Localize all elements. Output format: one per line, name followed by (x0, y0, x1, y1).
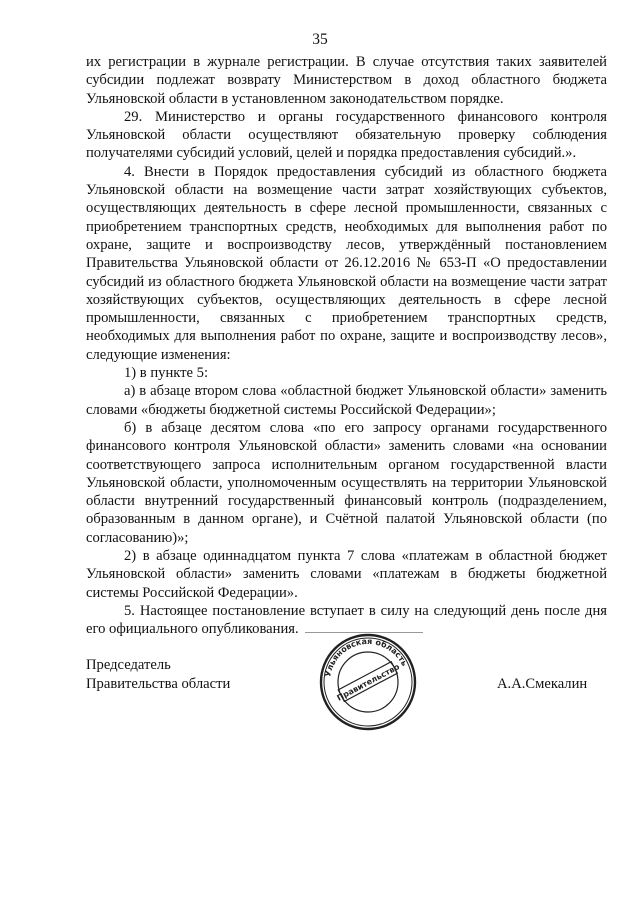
seal-center-text-group (334, 659, 402, 703)
paragraph: 29. Министерство и органы государственного финансового контроля Ульяновской области осуществляют обязательную проверку соблюдения получателями субсидий условий, целей и порядка предоставления субсидий.». (86, 108, 607, 162)
signature-title-line: Председатель (86, 657, 171, 673)
paragraph: б) в абзаце десятом слова «по его запросу органами государственного финансового контроля Ульяновской области» заменить словами «на основании соответствующего запроса исполнительным органом государственной власти Ульяновской области, уполномоченным осуществлять на территории Ульяновской области внутренний государственный финансовый контроль (подразделением, образованным в данном органе), и Счётной палатой Ульяновской области (по согласованию)»; (86, 419, 607, 546)
seal-outer-text: Ульяновская область (323, 636, 410, 678)
paragraph: 1) в пункте 5: (124, 365, 209, 382)
paragraph: а) в абзаце втором слова «областной бюджет Ульяновской области» заменить словами «бюджеты бюджетной системы Российской Федерации»; (86, 383, 607, 418)
official-seal-stamp (318, 632, 418, 732)
signature-title (86, 656, 230, 694)
document-body (86, 53, 607, 639)
signatory-name: А.А.Смекалин (497, 676, 588, 692)
signature-title-line: Правительства области (86, 676, 231, 692)
paragraph-text: 5. Настоящее постановление вступает в силу на следующий день после дня его официального опубликования. (86, 602, 607, 638)
paragraph: их регистрации в журнале регистрации. В случае отсутствия таких заявителей субсидии подлежат возврату Министерством в доход областного бюджета Ульяновской области в установленном законодательством порядке. (86, 54, 607, 107)
page-number: 35 (312, 31, 328, 48)
seal-center-text: Правительство (335, 662, 401, 703)
paragraph: 2) в абзаце одиннадцатом пункта 7 слова «платежам в областной бюджет Ульяновской области» заменить словами «платежам в бюджеты бюджетной системы Российской Федерации». (86, 548, 607, 601)
paragraph: 4. Внести в Порядок предоставления субсидий из областного бюджета Ульяновской области на возмещение части затрат хозяйствующих субъектов, осуществляющих деятельность в сфере лесной промышленности, связанных с приобретением транспортных средств, необходимых для выполнения работ по охране, защите и воспроизводству лесов, утверждённый постановлением Правительства Ульяновской области от 26.12.2016 № 653-П «О предоставлении субсидий из областного бюджета Ульяновской области на возмещение части затрат хозяйствующих субъектов, осуществляющих деятельность в сфере лесной промышленности, связанных с приобретением транспортных средств, необходимых для выполнения работ по охране, защите и воспроизводству лесов», следующие изменения: (86, 163, 607, 363)
